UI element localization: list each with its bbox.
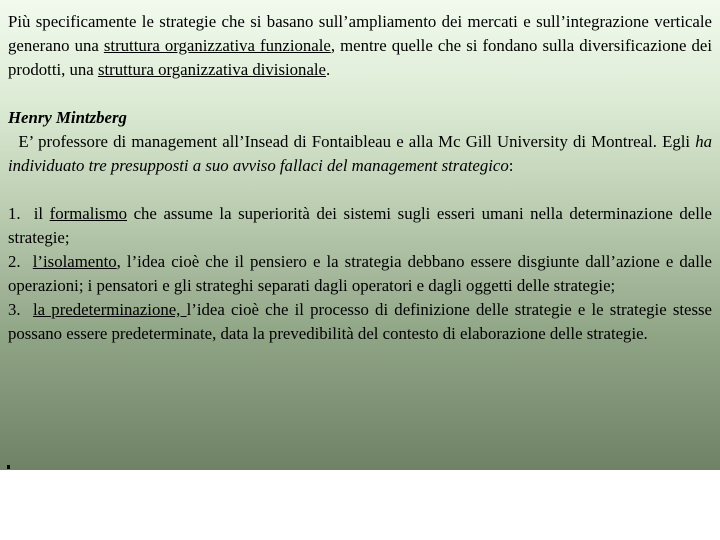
author-bio-text: E’ professore di management all’Insead di Fontaibleau e alla Mc Gill University di Montreal. Egli bbox=[8, 132, 696, 151]
intro-paragraph bbox=[8, 10, 712, 82]
author-bio-end: : bbox=[508, 156, 514, 175]
list-item bbox=[8, 250, 712, 298]
list-item-text: l’idea cioè che il processo di definizione delle strategie e le strategie stesse possano essere predeterminate, data la prevedibilità del contesto di elaborazione delle strategie. bbox=[8, 300, 713, 343]
list-item-text: , l’idea cioè che il pensiero e la strategia debbano essere disgiunte dall’azione e dalle operazioni; i pensatori e gli strateghi separati dagli operatori e dagli oggetti delle strategie; bbox=[8, 252, 712, 295]
intro-text-2: , mentre quelle che si fondano sulla diversificazione dei prodotti, una bbox=[8, 36, 713, 79]
spacer bbox=[8, 178, 712, 202]
divisional-structure-term: struttura organizzativa divisionale bbox=[97, 60, 326, 79]
list-item-term: formalismo bbox=[49, 204, 128, 223]
functional-structure-term: struttura organizzativa funzionale bbox=[103, 36, 331, 55]
intro-text-3: . bbox=[326, 60, 331, 79]
list-item-text: che assume la superiorità dei sistemi sugli esseri umani nella determinazione delle strategie; bbox=[8, 204, 712, 247]
list-item bbox=[8, 202, 712, 250]
list-item-number: 1. il bbox=[8, 204, 50, 223]
bullet-marker bbox=[7, 465, 10, 469]
list-item bbox=[8, 298, 712, 346]
list-item-term: l’isolamento bbox=[32, 252, 117, 271]
list-item-number: 3. bbox=[8, 300, 33, 319]
author-bio bbox=[8, 130, 712, 178]
list-item-number: 2. bbox=[8, 252, 33, 271]
author-bio-italic: ha individuato tre presupposti a suo avviso fallaci del management strategico bbox=[8, 132, 712, 175]
author-heading: Henry Mintzberg bbox=[8, 108, 127, 127]
list-item-term: la predeterminazione, bbox=[33, 300, 187, 319]
intro-text-1: Più specificamente le strategie che si basano sull’ampliamento dei mercati e sull’integrazione verticale generano una bbox=[8, 12, 712, 55]
spacer bbox=[8, 82, 712, 106]
